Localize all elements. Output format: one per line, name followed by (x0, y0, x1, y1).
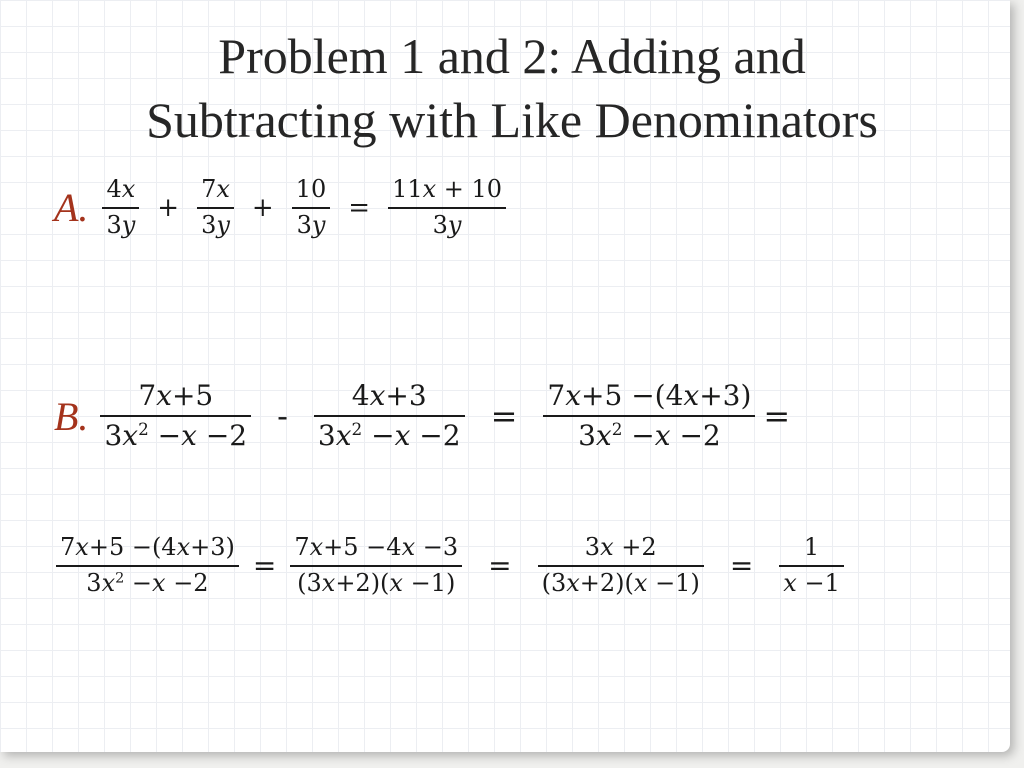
fraction-bar (388, 207, 506, 209)
numerator: 7x+5 (138, 379, 214, 412)
fraction-bar (543, 415, 755, 417)
plus-sign: + (157, 192, 180, 223)
numerator: 7x (201, 175, 230, 203)
problem-b-label: B. (54, 393, 89, 439)
equals-sign: = (348, 192, 371, 223)
title-line-1: Problem 1 and 2: Adding and (218, 28, 806, 84)
fraction-bar (538, 565, 704, 567)
denominator: 3y (432, 210, 462, 239)
fraction (102, 176, 139, 239)
fraction (292, 176, 331, 239)
equals-sign: = (729, 549, 754, 583)
minus-sign: - (277, 397, 288, 436)
numerator: 7x+5 −4x −3 (294, 533, 459, 561)
denominator: (3x+2)(x −1) (541, 568, 700, 597)
fraction-bar (292, 207, 331, 209)
numerator: 4x (106, 175, 136, 203)
fraction (314, 380, 465, 452)
numerator: 4x+3 (351, 379, 427, 412)
numerator: 1 (803, 533, 820, 561)
fraction (197, 176, 234, 239)
denominator: (3x+2)(x −1) (297, 568, 456, 597)
denominator: $3x^2 -x -2$ (86, 568, 209, 597)
numerator: 11x + 10 (392, 175, 503, 203)
fraction-bar (779, 565, 844, 567)
equals-sign: = (763, 397, 791, 436)
title-line-2: Subtracting with Like Denominators (146, 92, 878, 148)
numerator: 3x +2 (584, 533, 657, 561)
final-answer-fraction (779, 534, 844, 597)
problem-a-equation (54, 176, 510, 239)
denominator: $3x^2 -x -2$ (317, 419, 461, 453)
simplification-steps (52, 534, 848, 597)
result-fraction (388, 176, 506, 239)
denominator: 3y (106, 210, 136, 239)
step-3-fraction (538, 534, 704, 597)
numerator: 7x+5 −(4x+3) (60, 533, 235, 561)
fraction-bar (290, 565, 462, 567)
equals-sign: = (490, 397, 518, 436)
fraction (543, 380, 755, 452)
numerator: 7x+5 −(4x+3) (547, 379, 752, 412)
fraction-bar (100, 415, 251, 417)
equals-sign: = (252, 549, 277, 583)
denominator: x −1 (783, 568, 840, 597)
denominator: $3x^2 -x -2$ (104, 419, 248, 453)
slide-title (0, 24, 1024, 152)
denominator: 3y (201, 210, 230, 239)
step-1-fraction (56, 534, 239, 597)
equals-sign: = (488, 549, 512, 583)
numerator: 10 (295, 175, 327, 203)
fraction-bar (314, 415, 465, 417)
fraction-bar (56, 565, 239, 567)
fraction (100, 380, 251, 452)
problem-b-equation (54, 380, 790, 452)
denominator: 3y (296, 210, 326, 239)
step-2-fraction (290, 534, 462, 597)
fraction-bar (197, 207, 234, 209)
denominator: $3x^2 -x -2$ (578, 419, 721, 453)
problem-a-label: A. (54, 185, 89, 231)
plus-sign: + (251, 192, 274, 223)
fraction-bar (102, 207, 139, 209)
